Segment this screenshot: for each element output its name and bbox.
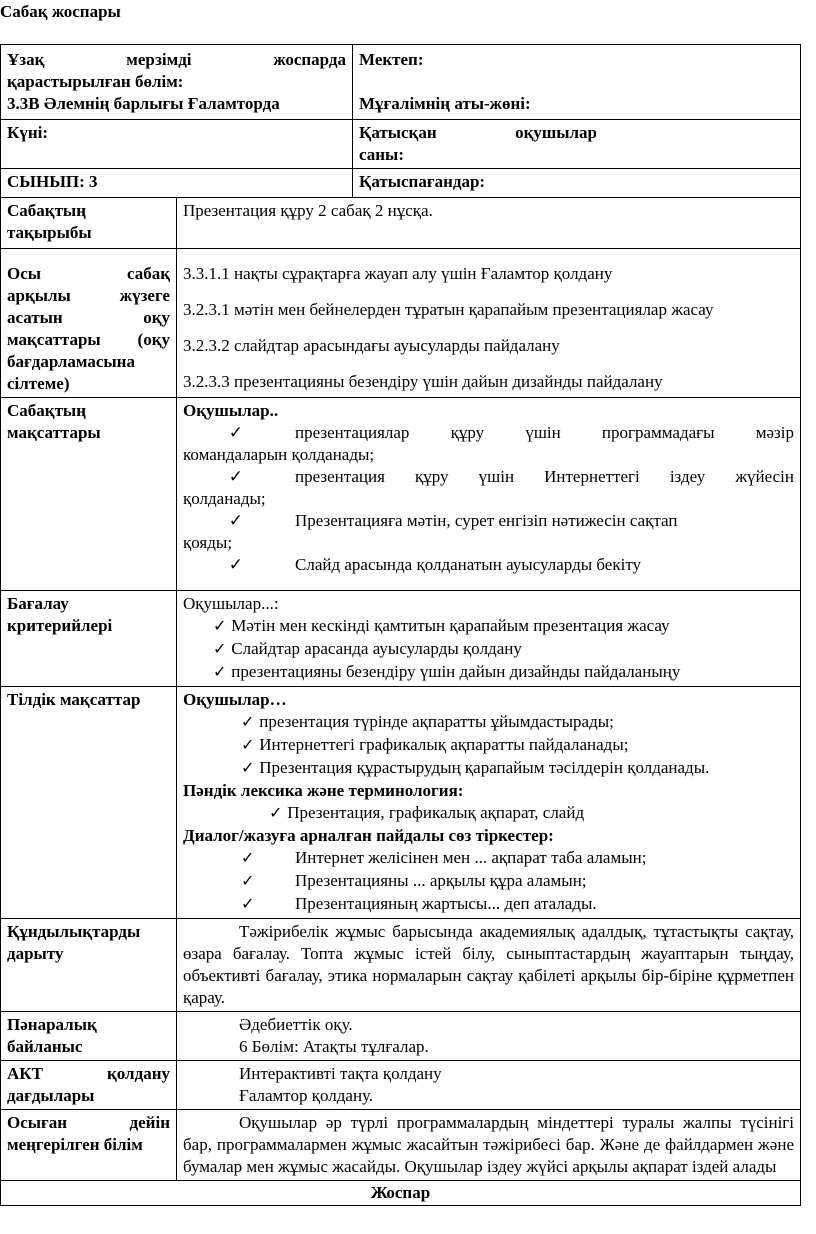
present-label-line1: Қатысқан оқушылар xyxy=(359,123,597,142)
prior-label-line2: меңгерілген білім xyxy=(7,1135,143,1154)
assessment-label xyxy=(1,591,177,687)
check-icon: ✓ xyxy=(228,511,243,530)
check-icon: ✓ xyxy=(228,555,243,574)
present-cell xyxy=(353,120,801,169)
assessment-intro: Оқушылар...: xyxy=(183,594,279,613)
lesson-objective-item xyxy=(183,510,794,554)
lesson-objectives-row xyxy=(1,398,801,591)
check-icon: ✓ xyxy=(241,714,255,731)
learning-objective-item: 3.2.3.3 презентацияны безендіру үшін дайын дизайнды пайдалану xyxy=(183,372,663,391)
phrase-item xyxy=(183,893,794,916)
plan-heading-row xyxy=(1,1181,801,1206)
prior-knowledge-text: Оқушылар әр түрлі программалардың міндеттері туралы жалпы түсінігі бар, программалармен жұмыс жасайтын тәжірибесі бар. Және де файлдармен және бумалар мен жұмыс жасайды. Оқушылар іздеу жүйсі арқылы ақпарат іздей алады xyxy=(177,1110,801,1181)
values-text: Тәжірибелік жұмыс барысында академиялық адалдық, тұтастықты сақтау, өзара бағалау. Топта жұмыс істей білу, сыныптастардың жауаптарын тыңдау, объективті бағалау, этика нормаларын сақтау қабілеті арқылы бір-біріне құрметпен қарау. xyxy=(177,919,801,1012)
vocab-item xyxy=(183,802,794,825)
values-label-line1: Құндылықтарды xyxy=(7,922,141,941)
values-label xyxy=(1,919,177,1012)
cross-curricular-content xyxy=(177,1012,801,1061)
assessment-item xyxy=(183,661,794,684)
phrase-item xyxy=(183,870,794,893)
phrase-text: Презентацияның жартысы... деп аталады. xyxy=(295,894,597,913)
lesson-objective-text: презентациялар құру үшін программадағы мәзір xyxy=(295,423,794,442)
lesson-plan-table xyxy=(0,44,801,1206)
present-label-line2: саны: xyxy=(359,145,404,164)
assessment-list xyxy=(177,591,801,687)
phrase-text: Презентацияны ... арқылы құра аламын; xyxy=(295,871,587,890)
document-title: Сабақ жоспары xyxy=(0,2,121,21)
learning-objective-item: 3.2.3.1 мәтін мен бейнелерден тұратын қарапайым презентациялар жасау xyxy=(183,300,714,319)
learning-objective-item: 3.2.3.2 слайдтар арасындағы ауысуларды пайдалану xyxy=(183,336,560,355)
language-text: Презентация құрастырудың қарапайым тәсілдерін қолданады. xyxy=(259,758,710,777)
lo-label-line: сілтеме) xyxy=(7,374,70,393)
lesson-objective-text-cont: қояды; xyxy=(183,533,233,552)
class-label: СЫНЫП: 3 xyxy=(1,169,353,198)
lesson-objective-text: Презентацияға мәтін, сурет енгізіп нәтижесін сақтап xyxy=(295,511,678,530)
language-content xyxy=(177,687,801,919)
language-row xyxy=(1,687,801,919)
prior-knowledge-row xyxy=(1,1110,801,1181)
lesson-objectives-label-line2: мақсаттары xyxy=(7,423,101,442)
learning-objective-item: 3.3.1.1 нақты сұрақтарға жауап алу үшін Ғаламтор қолдану xyxy=(183,264,613,283)
date-label: Күні: xyxy=(1,120,353,169)
header-row-class xyxy=(1,169,801,198)
assessment-text: презентацияны безендіру үшін дайын дизайнды пайдаланыңу xyxy=(231,662,681,681)
assessment-text: Мәтін мен кескінді қамтитын қарапайым презентация жасау xyxy=(231,616,670,635)
lo-label-line: асатын оқу xyxy=(7,308,170,327)
values-row xyxy=(1,919,801,1012)
topic-label-line2: тақырыбы xyxy=(7,223,92,242)
check-icon: ✓ xyxy=(241,873,255,890)
check-icon: ✓ xyxy=(241,896,255,913)
school-teacher-cell xyxy=(353,45,801,120)
lo-label-line: Осы сабақ xyxy=(7,264,170,283)
lesson-objective-text: Слайд арасында қолданатын ауысуларды бекіту xyxy=(295,555,642,574)
lesson-objective-item xyxy=(183,554,794,576)
cross-curricular-label xyxy=(1,1012,177,1061)
learning-objectives-label xyxy=(1,249,177,398)
phrase-item xyxy=(183,847,794,870)
values-label-line2: дарыту xyxy=(7,944,64,963)
check-icon: ✓ xyxy=(213,664,227,681)
language-item xyxy=(183,757,794,780)
phrase-text: Интернет желісінен мен ... ақпарат таба аламын; xyxy=(295,848,647,867)
check-icon: ✓ xyxy=(213,618,227,635)
check-icon: ✓ xyxy=(213,641,227,658)
assessment-label-line2: критерийлері xyxy=(7,616,113,635)
teacher-label: Мұғалімнің аты-жөні: xyxy=(359,94,531,113)
check-icon: ✓ xyxy=(241,737,255,754)
assessment-item xyxy=(183,638,794,661)
language-item xyxy=(183,734,794,757)
lesson-objective-text: презентация құру үшін Интернеттегі іздеу жүйесін xyxy=(295,467,794,486)
lesson-objectives-intro: Оқушылар.. xyxy=(183,401,279,420)
assessment-text: Слайдтар арасанда ауысуларды қолдану xyxy=(231,639,522,658)
header-row-unit xyxy=(1,45,801,120)
language-text: Интернеттегі графикалық ақпаратты пайдаланады; xyxy=(259,735,629,754)
ict-label-line2: дағдылары xyxy=(7,1086,95,1105)
assessment-label-line1: Бағалау xyxy=(7,594,69,613)
lesson-objectives-label-line1: Сабақтың xyxy=(7,401,86,420)
cross-curricular-label-line1: Пәнаралық xyxy=(7,1015,97,1034)
unit-label-line2: қарастырылған бөлім: xyxy=(7,72,184,91)
language-text: презентация түрінде ақпаратты ұйымдастырады; xyxy=(259,712,614,731)
check-icon: ✓ xyxy=(269,805,283,822)
check-icon: ✓ xyxy=(241,850,255,867)
learning-objectives-row xyxy=(1,249,801,398)
prior-knowledge-label xyxy=(1,1110,177,1181)
lesson-objectives-label xyxy=(1,398,177,591)
cross-curricular-row xyxy=(1,1012,801,1061)
cross-curricular-line2: 6 Бөлім: Атақты тұлғалар. xyxy=(239,1037,429,1056)
ict-label xyxy=(1,1061,177,1110)
prior-label-line1: Осыған дейін xyxy=(7,1113,170,1132)
lesson-objective-item xyxy=(183,466,794,510)
topic-row xyxy=(1,198,801,249)
ict-content xyxy=(177,1061,801,1110)
topic-label xyxy=(1,198,177,249)
unit-label-line1: Ұзақ мерзімді жоспарда xyxy=(7,50,346,69)
vocab-text: Презентация, графикалық ақпарат, слайд xyxy=(287,803,585,822)
learning-objectives-list xyxy=(177,249,801,398)
ict-label-line1: АКТ қолдану xyxy=(7,1064,170,1083)
lesson-objective-text-cont: командаларын қолданады; xyxy=(183,445,375,464)
school-label: Мектеп: xyxy=(359,50,424,69)
unit-cell xyxy=(1,45,353,120)
cross-curricular-label-line2: байланыс xyxy=(7,1037,83,1056)
phrases-heading: Диалог/жазуға арналған пайдалы сөз тіркестер: xyxy=(183,826,554,845)
vocab-heading: Пәндік лексика және терминология: xyxy=(183,781,464,800)
assessment-row xyxy=(1,591,801,687)
topic-value: Презентация құру 2 сабақ 2 нұсқа. xyxy=(177,198,801,249)
language-label: Тілдік мақсаттар xyxy=(1,687,177,919)
assessment-item xyxy=(183,615,794,638)
lo-label-line: бағдарламасына xyxy=(7,352,135,371)
topic-label-line1: Сабақтың xyxy=(7,201,86,220)
ict-row xyxy=(1,1061,801,1110)
check-icon: ✓ xyxy=(241,760,255,777)
absent-label: Қатыспағандар: xyxy=(353,169,801,198)
language-intro: Оқушылар… xyxy=(183,690,287,709)
lesson-objectives-list xyxy=(177,398,801,591)
lesson-objective-text-cont: қолданады; xyxy=(183,489,266,508)
language-item xyxy=(183,711,794,734)
header-row-date xyxy=(1,120,801,169)
check-icon: ✓ xyxy=(228,423,243,442)
ict-line1: Интерактивті тақта қолдану xyxy=(239,1064,442,1083)
unit-value: 3.3В Әлемнің барлығы Ғаламторда xyxy=(7,94,280,113)
lo-label-line: арқылы жүзеге xyxy=(7,286,170,305)
check-icon: ✓ xyxy=(228,467,243,486)
lesson-objective-item xyxy=(183,422,794,466)
cross-curricular-line1: Әдебиеттік оқу. xyxy=(239,1015,353,1034)
ict-line2: Ғаламтор қолдану. xyxy=(239,1086,374,1105)
plan-heading: Жоспар xyxy=(1,1181,801,1206)
lo-label-line: мақсаттары (оқу xyxy=(7,330,170,349)
